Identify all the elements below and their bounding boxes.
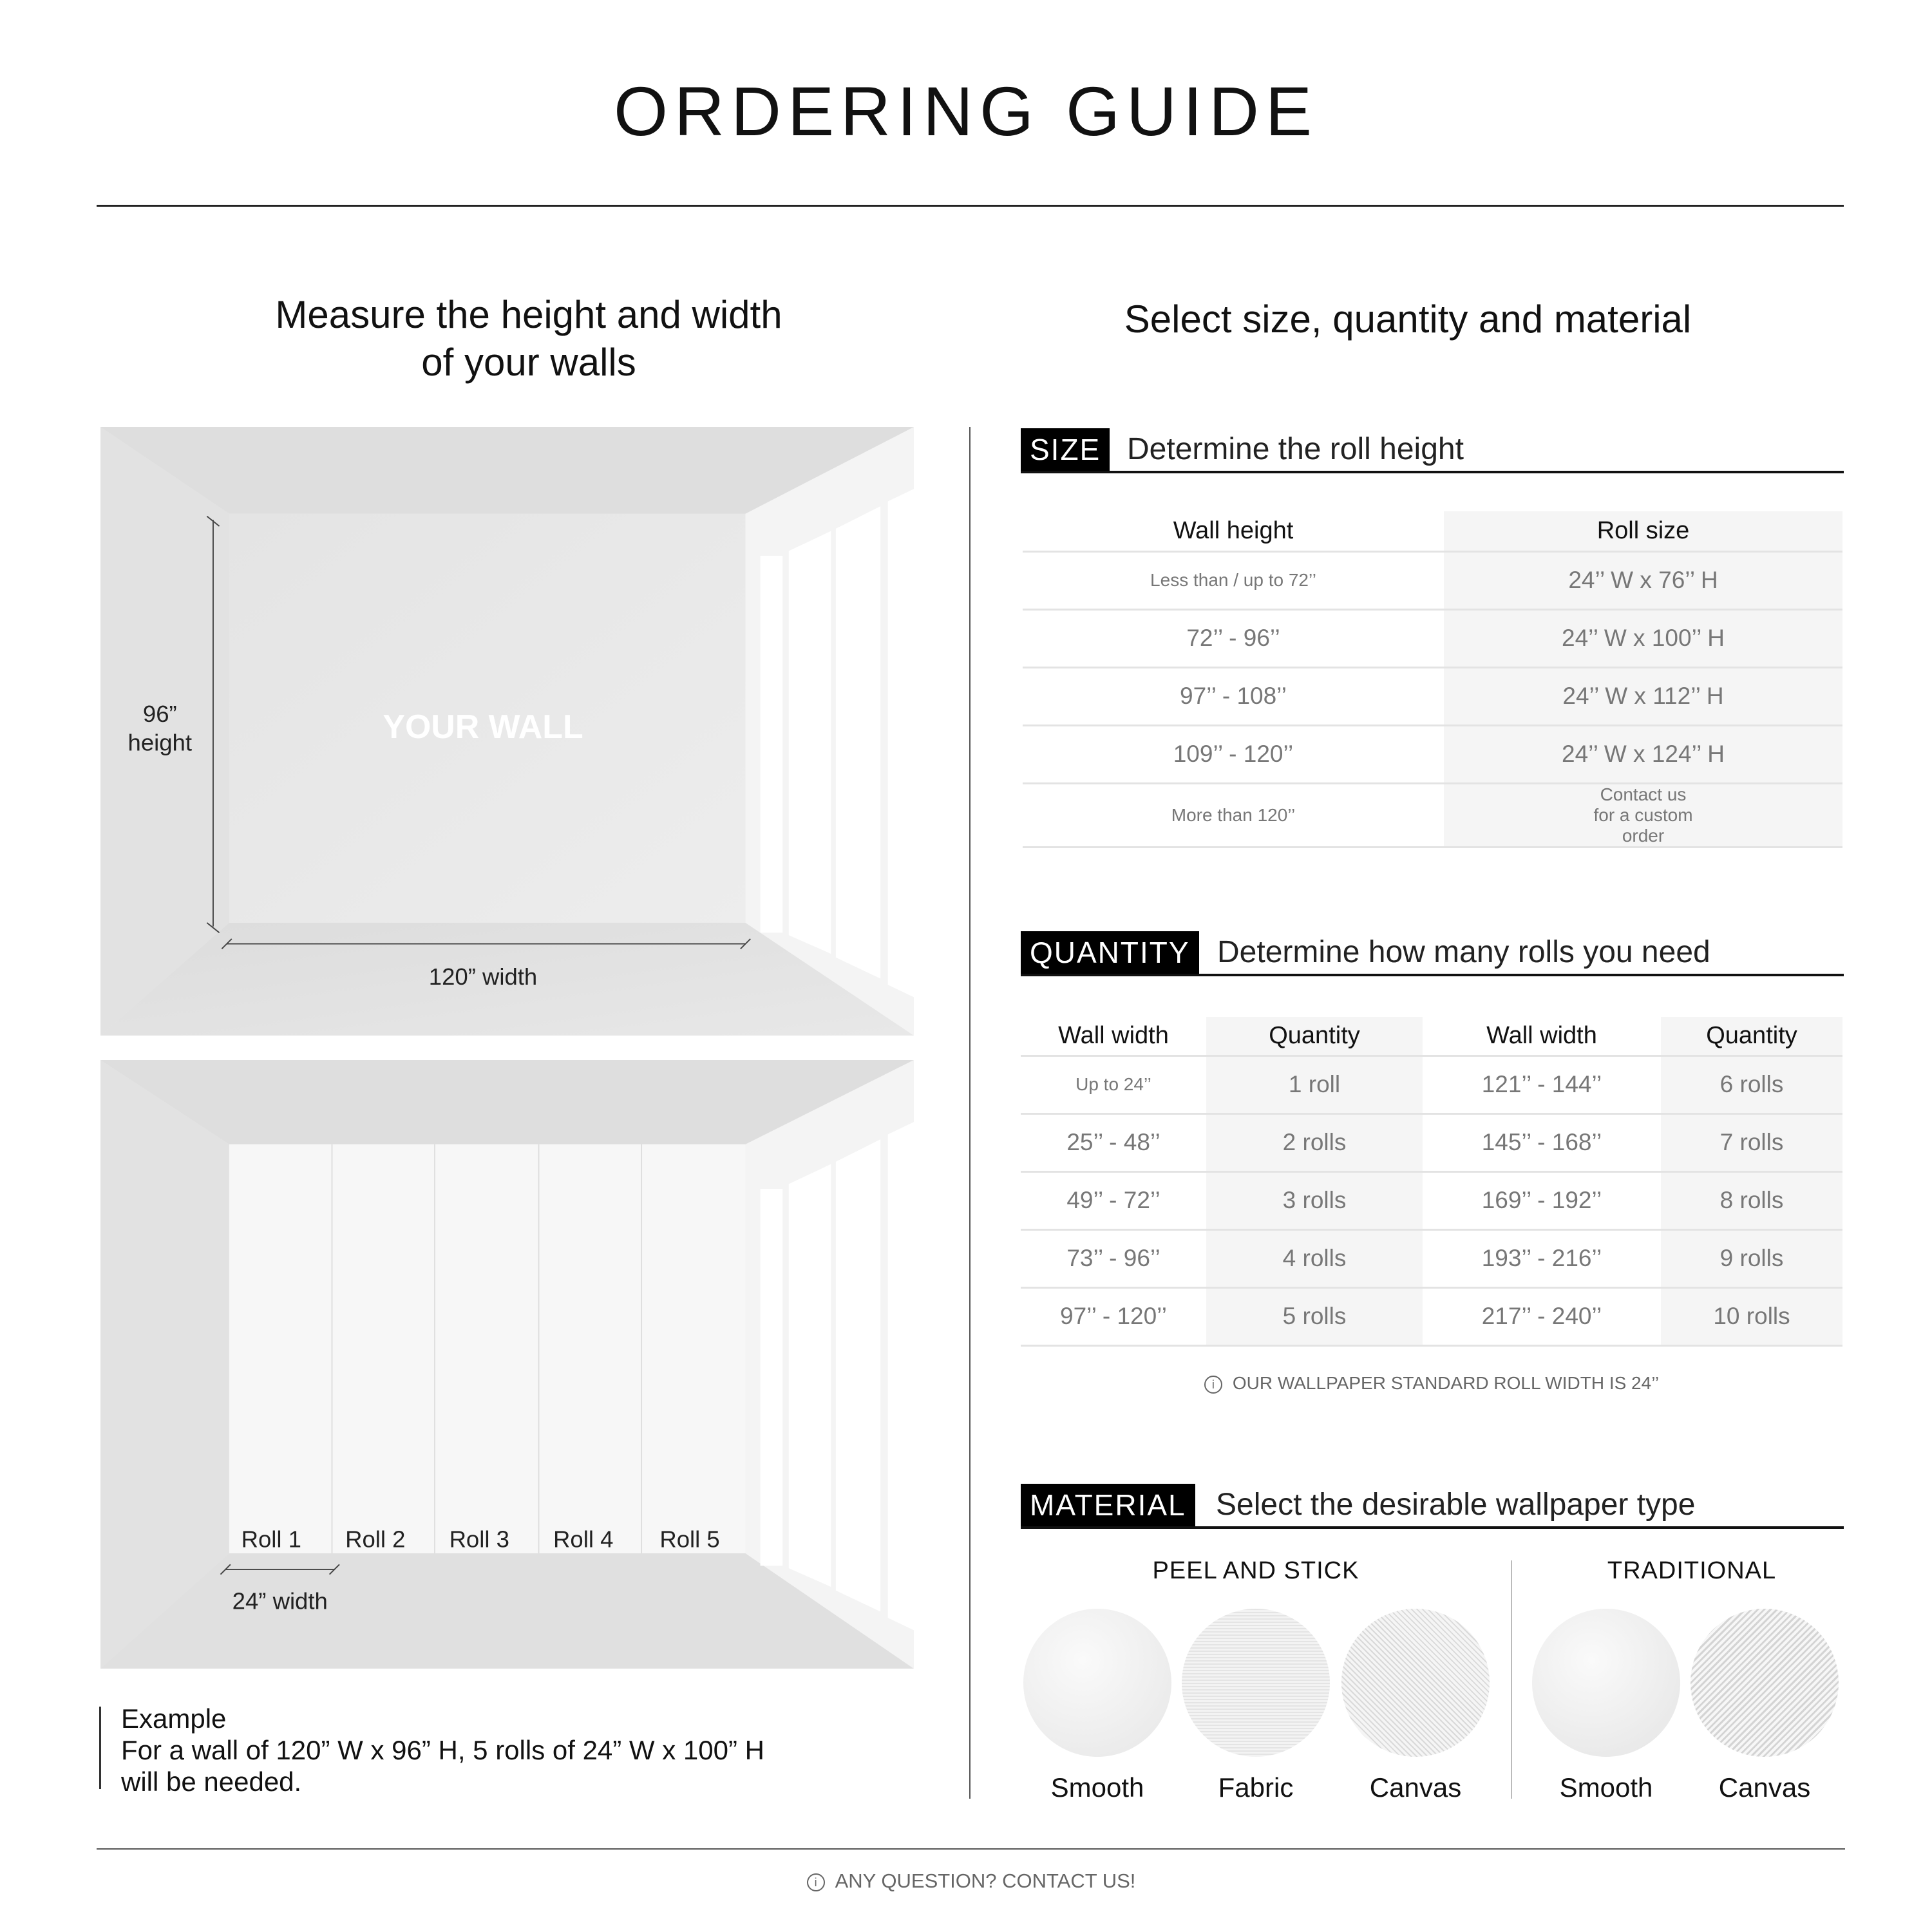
qty-header-quantity: Quantity (1206, 1017, 1423, 1056)
roll-size-cell: Contact us for a custom order (1444, 783, 1842, 847)
wall-width-cell: 121’’ - 144’’ (1423, 1056, 1661, 1113)
top-divider (97, 205, 1844, 207)
swatch-peel-fabric[interactable] (1182, 1609, 1330, 1757)
roll-width-label: 24” width (232, 1587, 328, 1615)
info-icon: i (1204, 1376, 1222, 1394)
size-header-roll-size: Roll size (1444, 511, 1842, 551)
wall-width-cell: 97’’ - 120’’ (1021, 1287, 1206, 1345)
bottom-divider (97, 1848, 1845, 1850)
swatch-traditional-canvas[interactable] (1690, 1609, 1839, 1757)
table-row (1023, 609, 1842, 667)
table-row (1023, 667, 1842, 725)
roll-label: Roll 3 (449, 1526, 509, 1553)
table-row (1021, 1171, 1842, 1229)
size-section-header (1021, 428, 1844, 473)
example-line2: will be needed. (121, 1766, 302, 1797)
roll-size-cell: 24’’ W x 76’’ H (1444, 551, 1842, 609)
wall-width-cell: 49’’ - 72’’ (1021, 1171, 1206, 1229)
size-header-wall-height: Wall height (1023, 511, 1444, 551)
wall-width-cell: 193’’ - 216’’ (1423, 1229, 1661, 1287)
quantity-cell: 1 roll (1206, 1056, 1423, 1113)
material-label: Canvas (1718, 1772, 1811, 1803)
select-heading: Select size, quantity and material (1124, 298, 1692, 341)
roll-width-note-text: OUR WALLPAPER STANDARD ROLL WIDTH IS 24’’ (1232, 1373, 1660, 1393)
quantity-table (1021, 1017, 1842, 1347)
quantity-cell: 6 rolls (1661, 1056, 1842, 1113)
quantity-tag: QUANTITY (1021, 931, 1199, 974)
material-label: Smooth (1050, 1772, 1144, 1803)
wall-height-cell: 97’’ - 108’’ (1023, 667, 1444, 725)
height-value-label: 96” (142, 701, 177, 728)
qty-header-quantity: Quantity (1661, 1017, 1842, 1056)
swatch-peel-canvas[interactable] (1341, 1609, 1490, 1757)
material-label: Smooth (1559, 1772, 1653, 1803)
wall-width-cell: 169’’ - 192’’ (1423, 1171, 1661, 1229)
wall-width-cell: Up to 24’’ (1021, 1056, 1206, 1113)
wall-height-cell: 72’’ - 96’’ (1023, 609, 1444, 667)
roll-label: Roll 4 (553, 1526, 614, 1553)
roll-label: Roll 2 (345, 1526, 406, 1553)
qty-header-wall-width: Wall width (1423, 1017, 1661, 1056)
material-tag: MATERIAL (1021, 1484, 1195, 1526)
wall-width-cell: 73’’ - 96’’ (1021, 1229, 1206, 1287)
quantity-cell: 5 rolls (1206, 1287, 1423, 1345)
wall-height-cell: 109’’ - 120’’ (1023, 725, 1444, 783)
size-tag: SIZE (1021, 428, 1110, 471)
swatch-peel-smooth[interactable] (1023, 1609, 1171, 1757)
material-subtitle: Select the desirable wallpaper type (1216, 1488, 1696, 1522)
wall-height-cell: More than 120’’ (1023, 783, 1444, 847)
quantity-cell: 4 rolls (1206, 1229, 1423, 1287)
material-divider (1511, 1560, 1512, 1799)
table-row (1021, 1113, 1842, 1171)
traditional-label: TRADITIONAL (1607, 1557, 1777, 1584)
quantity-cell: 10 rolls (1661, 1287, 1842, 1345)
room-illustration-rolls (100, 1060, 914, 1669)
material-label: Fabric (1218, 1772, 1294, 1803)
wall-width-cell: 25’’ - 48’’ (1021, 1113, 1206, 1171)
measure-heading-line1: Measure the height and width (275, 293, 782, 336)
table-row (1023, 551, 1842, 609)
roll-size-cell: 24’’ W x 100’’ H (1444, 609, 1842, 667)
quantity-cell: 7 rolls (1661, 1113, 1842, 1171)
size-table (1023, 511, 1842, 848)
measure-heading-line2: of your walls (421, 341, 636, 384)
column-divider (969, 427, 971, 1799)
footer[interactable] (0, 1870, 1932, 1893)
table-row (1023, 783, 1842, 847)
roll-label: Roll 5 (659, 1526, 720, 1553)
quantity-cell: 8 rolls (1661, 1171, 1842, 1229)
quantity-cell: 9 rolls (1661, 1229, 1842, 1287)
table-row (1023, 725, 1842, 783)
wall-width-cell: 217’’ - 240’’ (1423, 1287, 1661, 1345)
page-title: ORDERING GUIDE (613, 72, 1319, 150)
material-section-header (1021, 1484, 1844, 1529)
roll-size-cell: 24’’ W x 124’’ H (1444, 725, 1842, 783)
roll-size-cell: 24’’ W x 112’’ H (1444, 667, 1842, 725)
example-block (121, 1703, 764, 1797)
roll-label: Roll 1 (241, 1526, 301, 1553)
room-illustration-measure (100, 427, 914, 1036)
info-icon: i (807, 1873, 825, 1891)
width-label: 120” width (428, 963, 538, 990)
swatch-traditional-smooth[interactable] (1532, 1609, 1680, 1757)
your-wall-label: YOUR WALL (383, 708, 583, 746)
table-row (1021, 1056, 1842, 1113)
example-bar (99, 1707, 101, 1789)
table-row (1021, 1229, 1842, 1287)
quantity-subtitle: Determine how many rolls you need (1217, 935, 1710, 969)
table-row (1021, 1287, 1842, 1345)
example-title: Example (121, 1703, 227, 1734)
quantity-section-header (1021, 931, 1844, 976)
measure-heading (193, 291, 864, 386)
example-line1: For a wall of 120” W x 96” H, 5 rolls of 24” W x 100” H (121, 1735, 764, 1765)
material-label: Canvas (1369, 1772, 1462, 1803)
qty-header-wall-width: Wall width (1021, 1017, 1206, 1056)
quantity-cell: 3 rolls (1206, 1171, 1423, 1229)
size-subtitle: Determine the roll height (1127, 432, 1464, 466)
quantity-cell: 2 rolls (1206, 1113, 1423, 1171)
roll-width-note (1021, 1373, 1842, 1394)
wall-width-cell: 145’’ - 168’’ (1423, 1113, 1661, 1171)
peel-and-stick-label: PEEL AND STICK (1152, 1557, 1359, 1584)
contact-link[interactable]: ANY QUESTION? CONTACT US! (835, 1870, 1136, 1892)
wall-height-cell: Less than / up to 72’’ (1023, 551, 1444, 609)
height-word-label: height (128, 729, 193, 756)
